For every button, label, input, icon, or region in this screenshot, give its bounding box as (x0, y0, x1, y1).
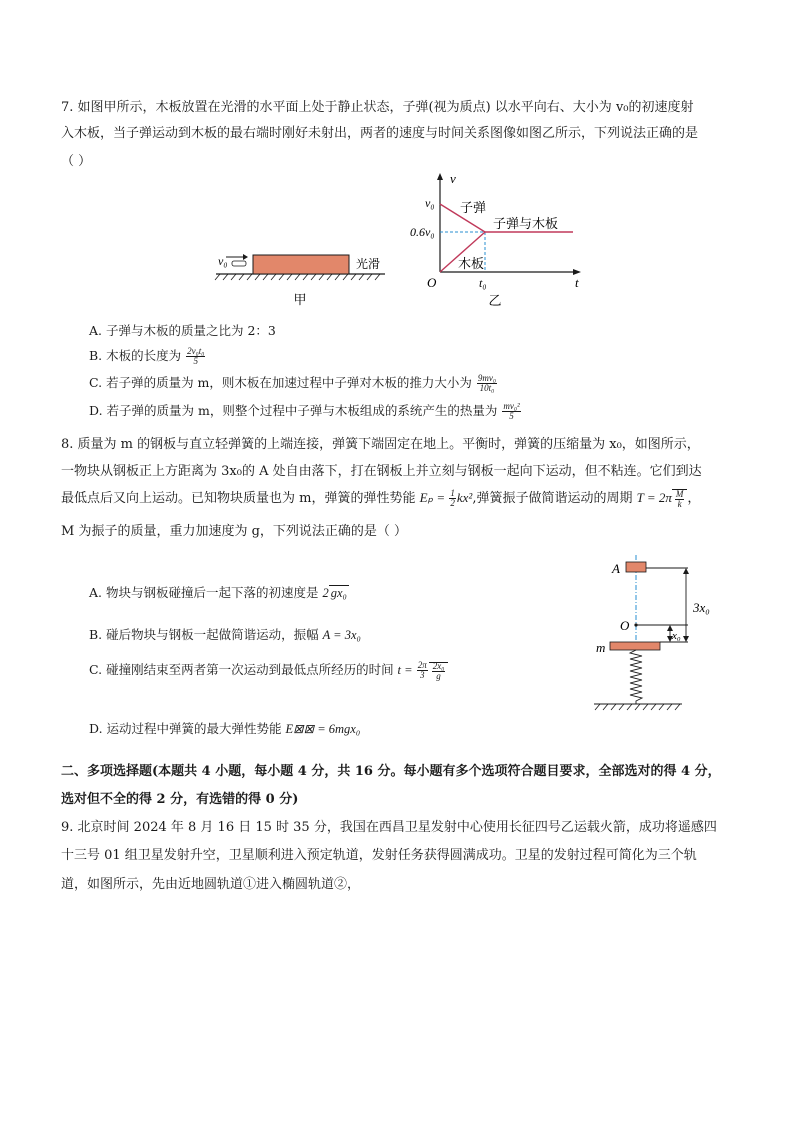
q8-option-b: B. 碰后物块与钢板一起做简谐运动，振幅 A = 3x₀ (89, 627, 361, 642)
caption-jia: 甲 (293, 293, 307, 308)
v06-tick: 0.6v₀ (410, 225, 435, 239)
q8-figure-spring (590, 553, 730, 715)
mass-m-label: m (596, 640, 606, 655)
point-a-label: A (612, 561, 620, 576)
v-axis-label: v (450, 171, 456, 186)
q8-option-c: C. 碰撞刚结束至两者第一次运动到最低点所经历的时间 t = $\frac{2\pi}{3}$ $\frac{\text{2x₀}}{g}$ (89, 661, 448, 681)
v0-tick: v₀ (425, 196, 435, 210)
bullet-label: 子弹 (460, 201, 487, 216)
q8-stem-line4: M 为振子的质量，重力加速度为 g，下列说法正确的是（ ） (61, 524, 408, 539)
q7-option-c: C. 若子弹的质量为 m，则木板在加速过程中子弹对木板的推力大小为 $\frac{\text{9mv₀}}{\text{10t₀}}$ (89, 373, 496, 393)
q9-stem-line2: 十三号 01 组卫星发射升空，卫星顺利进入预定轨道，发射任务获得圆满成功。卫星的发射过程可简化为三个轨 (61, 848, 697, 863)
q7-stem-line1: 7. 如图甲所示，木板放置在光滑的水平面上处于静止状态，子弹(视为质点) 以水平向右、大小为 v₀的初速度射 (61, 100, 694, 115)
t-axis-label: t (575, 275, 579, 290)
t0-tick: t₀ (479, 276, 487, 290)
origin-label: O (427, 275, 437, 290)
q8-stem-line3: 最低点后又向上运动。已知物块质量也为 m，弹簧的弹性势能 Eₚ = $\frac{1}{2}$ kx²,弹簧振子做简谐运动的周期 T = 2π $\frac{M}{k}$ ， (61, 488, 701, 509)
q7-stem-line2: 入木板，当子弹运动到木板的最右端时刚好未射出，两者的速度与时间关系图像如图乙所示，下列说法正确的是 (61, 126, 699, 141)
point-o-label: O (620, 618, 630, 633)
distance-x0-label: x₀ (672, 630, 681, 642)
q7-answer-paren: （ ） (61, 154, 92, 169)
q8-option-a: A. 物块与钢板碰撞后一起下落的初速度是 2 gx₀ (89, 585, 347, 600)
q8-option-d: D. 运动过程中弹簧的最大弹性势能 E⊠⊠ = 6mgx₀ (89, 721, 361, 736)
v0-label: v₀ (218, 254, 228, 268)
together-label: 子弹与木板 (493, 217, 559, 232)
caption-yi: 乙 (488, 294, 502, 309)
q8-stem-line1: 8. 质量为 m 的钢板与直立轻弹簧的上端连接，弹簧下端固定在地上。平衡时，弹簧的压缩量为 x₀，如图所示， (61, 437, 700, 452)
q7-option-b: B. 木板的长度为 $\frac{\text{2v₀t₀}}{5}$ (89, 346, 205, 366)
q7-option-d: D. 若子弹的质量为 m，则整个过程中子弹与木板组成的系统产生的热量为 $\frac{\text{mv₀²}}{5}$ (89, 401, 520, 421)
q9-stem-line1: 9. 北京时间 2024 年 8 月 16 日 15 时 35 分，我国在西昌卫星发射中心使用长征四号乙运载火箭，成功将遥感四 (61, 820, 717, 835)
q7-figure-jia (210, 248, 395, 308)
section2-heading-line2: 选对但不全的得 2 分，有选错的得 0 分) (61, 792, 299, 807)
q8-stem-line2: 一物块从钢板正上方距离为 3x₀的 A 处自由落下，打在钢板上并立刻与钢板一起向下运动，但不粘连。它们到达 (61, 464, 702, 479)
board-label: 木板 (458, 257, 485, 272)
q7-option-a: A. 子弹与木板的质量之比为 2：3 (89, 323, 276, 338)
distance-3x0-label: 3x₀ (693, 600, 710, 615)
section2-heading-line1: 二、多项选择题(本题共 4 小题，每小题 4 分，共 16 分。每小题有多个选项符合题目要求，全部选对的得 4 分， (61, 764, 721, 779)
q7-figure-yi (405, 170, 590, 310)
smooth-label: 光滑 (356, 257, 381, 271)
q9-stem-line3: 道，如图所示，先由近地圆轨道①进入椭圆轨道②， (61, 877, 361, 892)
